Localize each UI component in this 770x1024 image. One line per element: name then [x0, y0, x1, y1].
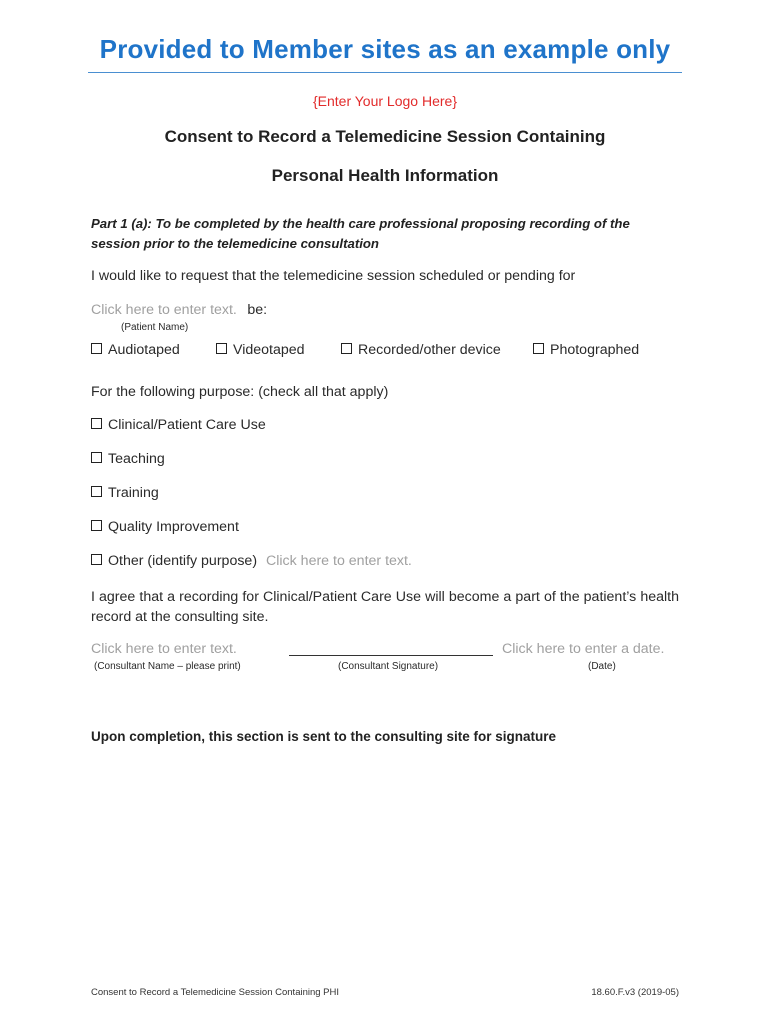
checkbox-icon[interactable]: [91, 418, 102, 429]
form-title-line2: Personal Health Information: [271, 166, 499, 185]
footer-version: 18.60.F.v3 (2019-05): [591, 987, 679, 998]
signature-line[interactable]: [289, 655, 493, 656]
part-heading-line1: Part 1 (a): To be completed by the health care professional proposing recording of the: [91, 216, 630, 231]
be-label: be:: [247, 302, 268, 318]
recording-option-label: Audiotaped: [108, 342, 180, 358]
purpose-label: Clinical/Patient Care Use: [108, 417, 266, 433]
recording-option-audiotaped[interactable]: [91, 342, 180, 358]
checkbox-icon[interactable]: [533, 343, 544, 354]
recording-option-recorded-other-device[interactable]: [341, 342, 501, 358]
purpose-label: Training: [108, 485, 159, 501]
recording-option-label: Photographed: [550, 342, 640, 358]
purpose-label: Quality Improvement: [108, 519, 239, 535]
purpose-label: Other (identify purpose): [108, 553, 258, 569]
recording-option-videotaped[interactable]: [216, 342, 305, 358]
purpose-training[interactable]: [91, 485, 159, 501]
purpose-other[interactable]: [91, 553, 412, 569]
signature-caption: (Consultant Signature): [338, 661, 439, 672]
consultant-name-field[interactable]: Click here to enter text.: [91, 641, 237, 657]
checkbox-icon[interactable]: [91, 554, 102, 565]
form-title-line1: Consent to Record a Telemedicine Session Containing: [164, 127, 606, 146]
purpose-intro: For the following purpose: (check all that apply): [91, 384, 389, 400]
date-field[interactable]: Click here to enter a date.: [502, 641, 665, 657]
banner-divider: [88, 72, 682, 73]
agreement-text: I agree that a recording for Clinical/Patient Care Use will become a part of the patient’s health record at the consulting site.: [91, 589, 679, 625]
patient-name-caption: (Patient Name): [121, 322, 189, 333]
consultant-name-caption: (Consultant Name – please print): [94, 661, 241, 672]
part-heading-line2: session prior to the telemedicine consultation: [91, 236, 379, 251]
checkbox-icon[interactable]: [341, 343, 352, 354]
checkbox-icon[interactable]: [91, 520, 102, 531]
footer-document-title: Consent to Record a Telemedicine Session Containing PHI: [91, 987, 340, 998]
other-purpose-field[interactable]: Click here to enter text.: [266, 553, 412, 569]
purpose-teaching[interactable]: [91, 451, 165, 467]
checkbox-icon[interactable]: [91, 486, 102, 497]
recording-option-label: Recorded/other device: [358, 342, 501, 358]
logo-placeholder: {Enter Your Logo Here}: [312, 93, 457, 109]
checkbox-icon[interactable]: [91, 452, 102, 463]
completion-note: Upon completion, this section is sent to the consulting site for signature: [91, 729, 557, 744]
checkbox-icon[interactable]: [216, 343, 227, 354]
purpose-label: Teaching: [108, 451, 165, 467]
purpose-clinical[interactable]: [91, 417, 266, 433]
checkbox-icon[interactable]: [91, 343, 102, 354]
request-text: I would like to request that the telemedicine session scheduled or pending for: [91, 268, 576, 284]
example-banner: Provided to Member sites as an example only: [99, 34, 671, 64]
purpose-quality-improvement[interactable]: [91, 519, 239, 535]
recording-option-photographed[interactable]: [533, 342, 639, 358]
recording-option-label: Videotaped: [233, 342, 305, 358]
patient-name-row: [91, 301, 267, 319]
date-caption: (Date): [588, 661, 616, 672]
patient-name-field[interactable]: Click here to enter text.: [91, 302, 237, 318]
